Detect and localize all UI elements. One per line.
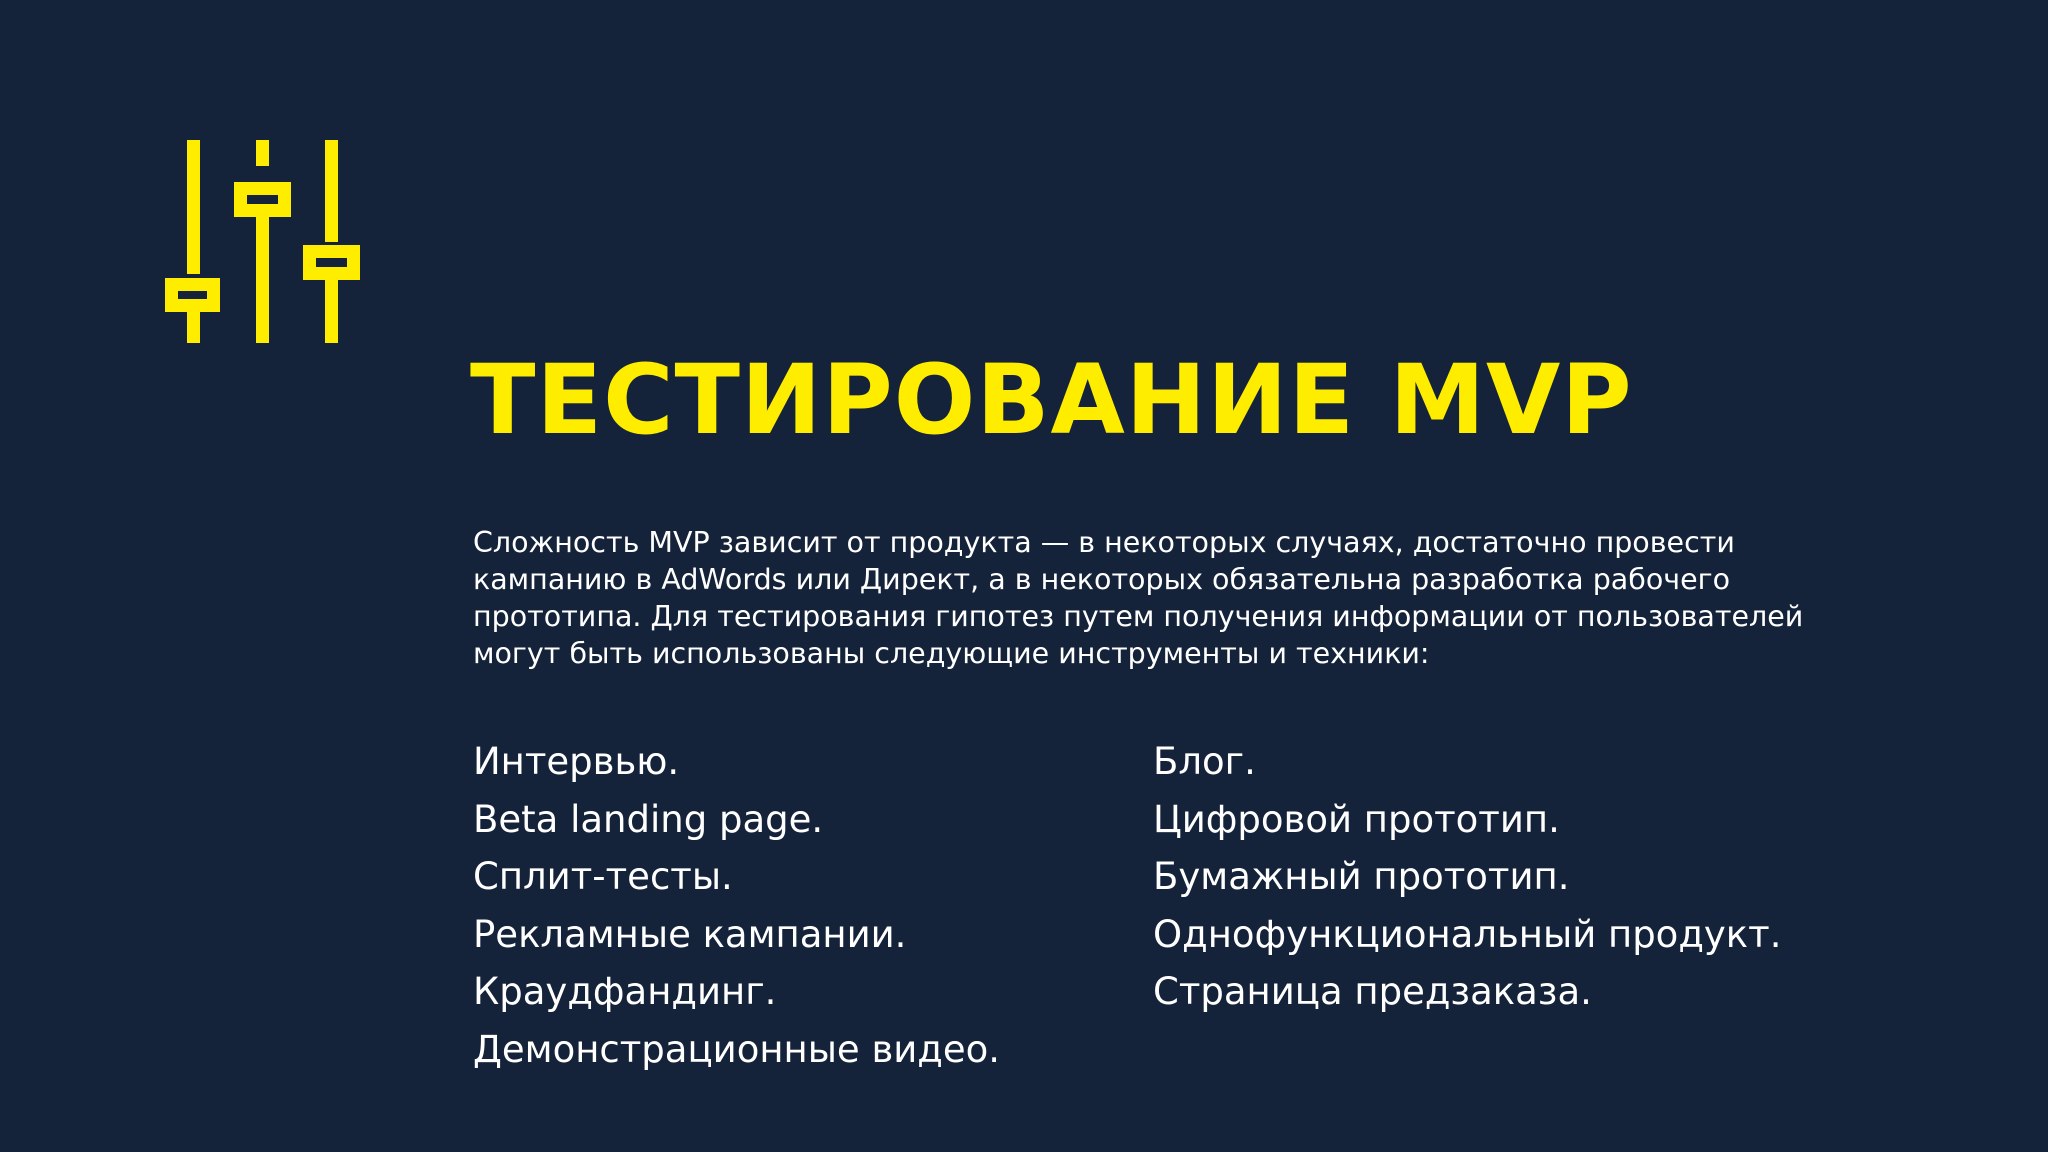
list-item: Краудфандинг. [473,970,777,1014]
list-item: Цифровой прототип. [1153,797,1560,841]
tools-list-left [473,733,1000,1079]
list-item: Блог. [1153,740,1256,783]
list-item: Страница предзаказа. [1153,970,1592,1014]
list-item: Бумажный прототип. [1153,855,1570,899]
list-item: Сплит-тесты. [473,855,733,899]
list-item: Рекламные кампании. [473,912,907,956]
tools-list-right [1153,733,1781,1021]
list-item: Демонстрационные видео. [473,1027,1001,1071]
page-title: ТЕСТИРОВАНИЕ MVP [470,344,1633,456]
sliders-icon [160,140,370,350]
intro-paragraph: Сложность MVP зависит от продукта — в некоторых случаях, достаточно провести кампанию в AdWords или Директ, а в некоторых обязательна разработка рабочего прототипа. Для тестирования гипотез путем получения информации от пользователей могут быть использованы следующие инструменты и техники: [473,526,1804,670]
list-item: Beta landing page. [473,797,824,841]
list-item: Интервью. [473,740,680,783]
list-item: Однофункциональный продукт. [1153,912,1782,956]
